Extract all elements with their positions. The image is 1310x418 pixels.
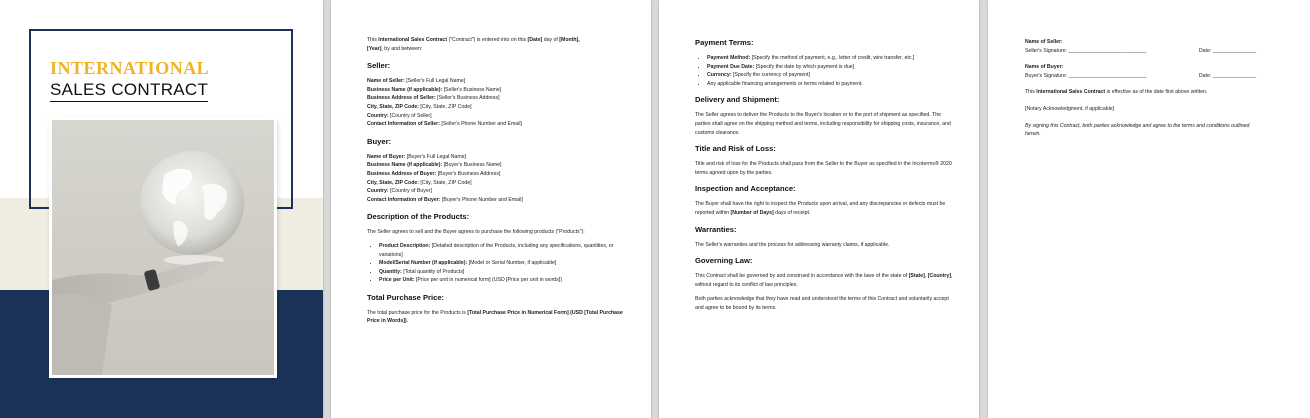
buyer-field — [367, 187, 625, 196]
item-label: Payment Due Date: — [707, 63, 755, 70]
intro-text: , by and between: — [381, 45, 423, 52]
buyer-field — [367, 196, 625, 205]
buyer-signature-row — [1025, 72, 1256, 81]
intro-date: [Date] — [527, 37, 543, 43]
products-intro: The Seller agrees to sell and the Buyer agrees to purchase the following products ("Products"): — [367, 229, 585, 236]
list-item — [379, 276, 625, 285]
field-value: [Seller's Full Legal Name] — [404, 78, 466, 85]
page-3 — [659, 0, 979, 418]
field-label: Name of Seller: — [367, 78, 405, 85]
law-part: , without regard to its conflict of law principles. — [695, 273, 953, 288]
buyer-date-line: Date: _______________ — [1198, 72, 1256, 79]
field-label: Contact Information of Seller: — [367, 121, 440, 128]
item-value: [Detailed description of the Products, including any specifications, quantities, or variations] — [379, 242, 614, 258]
field-label: Country: — [367, 112, 389, 119]
field-label: Business Address of Seller: — [367, 95, 436, 102]
item-label: Price per Unit: — [379, 277, 415, 284]
products-heading: Description of the Products: — [367, 212, 470, 222]
intro-text: This — [367, 37, 379, 43]
law-country: [Country] — [927, 273, 952, 280]
page-4 — [988, 0, 1310, 418]
field-label: Business Address of Buyer: — [367, 170, 437, 177]
acknowledgment-text: Both parties acknowledge that they have read and understood the terms of this Contract and voluntarily accept and agree to be bound by its terms. — [695, 296, 949, 311]
seller-fields — [367, 77, 625, 129]
effective-contract-name: International Sales Contract — [1036, 89, 1106, 96]
title-risk-heading: Title and Risk of Loss: — [695, 144, 776, 154]
field-value: [City, State, ZIP Code] — [418, 179, 472, 186]
effective-statement — [1025, 88, 1256, 97]
field-label: City, State, ZIP Code: — [367, 179, 419, 186]
payment-heading: Payment Terms: — [695, 38, 754, 47]
inspection-heading: Inspection and Acceptance: — [695, 184, 796, 194]
item-label: Currency: — [707, 72, 732, 79]
field-value: [Seller's Phone Number and Email] — [439, 121, 522, 128]
warranties-heading: Warranties: — [695, 224, 737, 234]
field-label: Country: — [367, 188, 389, 195]
seller-field — [367, 120, 625, 129]
law-part: , — [924, 273, 928, 280]
total-paragraph — [367, 309, 625, 326]
page-2 — [331, 0, 651, 418]
field-value: [Buyer's Business Address] — [436, 170, 501, 177]
effective-part: This — [1025, 89, 1037, 96]
field-value: [Buyer's Full Legal Name] — [405, 153, 467, 160]
item-label: Payment Method: — [707, 55, 751, 61]
delivery-text: The Seller agrees to deliver the Products to the Buyer's location or to the port of shipment as specified. The parties shall agree on the shipping method and terms, including responsibility for shipping costs, insurance, and customs clearance. — [695, 112, 951, 136]
item-value: [Price per unit in numerical form] (USD [Price per unit in words]) — [414, 277, 563, 284]
field-value: [Seller's Business Address] — [435, 95, 500, 102]
seller-signature-line: Seller's Signature: ___________________________ — [1025, 47, 1147, 54]
field-label: Name of Buyer: — [367, 153, 406, 160]
field-label: Business Name (if applicable): — [367, 86, 443, 93]
page3-content — [695, 38, 953, 313]
field-value: [Seller's Business Name] — [442, 86, 502, 93]
seller-field — [367, 77, 625, 86]
total-heading: Total Purchase Price: — [367, 292, 445, 302]
law-part: This Contract shall be governed by and construed in accordance with the laws of the state of — [695, 273, 909, 280]
intro-text: ("Contract") is entered into on this — [447, 37, 528, 43]
buyer-field — [367, 170, 625, 179]
inspection-text — [695, 200, 953, 217]
buyer-field — [367, 179, 625, 188]
notary-text: [Notary Acknowledgment, if applicable] — [1025, 105, 1115, 112]
intro-text: day of — [542, 37, 560, 43]
list-item — [379, 268, 625, 277]
intro-contract-name: International Sales Contract — [378, 37, 448, 43]
total-text: . — [406, 318, 409, 325]
seller-field — [367, 86, 625, 95]
seller-heading: Seller: — [367, 61, 391, 71]
inspection-part: The Buyer shall have the right to inspect the Products upon arrival, and any discrepancies or defects must be reported within — [695, 201, 946, 216]
buyer-field — [367, 153, 625, 162]
intro-paragraph — [367, 36, 625, 53]
field-value: [City, State, ZIP Code] — [418, 103, 472, 110]
seller-date-line: Date: _______________ — [1198, 47, 1256, 54]
field-label: City, State, ZIP Code: — [367, 103, 419, 110]
field-label: Contact Information of Buyer: — [367, 196, 441, 203]
list-item — [707, 54, 953, 63]
title-risk-text: Title and risk of loss for the Products shall pass from the Seller to the Buyer as specified in the Incoterms® 2020 terms agreed upon by the parties. — [695, 161, 952, 176]
field-value: [Country of Buyer] — [388, 188, 432, 195]
item-value: [Total quantity of Products] — [401, 268, 465, 275]
products-list — [367, 242, 625, 285]
field-label: Business Name (if applicable): — [367, 162, 443, 169]
buyer-name-label: Name of Buyer: — [1025, 64, 1064, 71]
seller-field — [367, 103, 625, 112]
warranties-text: The Seller's warranties and the process for addressing warranty claims, if applicable. — [695, 241, 890, 248]
seller-name-label: Name of Seller: — [1025, 39, 1063, 45]
list-item — [379, 259, 625, 268]
field-value: [Buyer's Phone Number and Email] — [440, 196, 523, 203]
intro-year: [Year] — [367, 45, 382, 52]
seller-field — [367, 112, 625, 121]
item-value: [Specify the currency of payment] — [731, 72, 810, 79]
item-label: Quantity: — [379, 268, 402, 275]
list-item — [707, 80, 953, 89]
governing-law-heading: Governing Law: — [695, 256, 753, 266]
list-item — [707, 63, 953, 72]
payment-list — [695, 54, 953, 88]
field-value: [Country of Seller] — [388, 112, 432, 119]
photo-illustration — [52, 120, 274, 375]
effective-part: is effective as of the date first above written. — [1105, 89, 1208, 96]
closing-statement: By signing this Contract, both parties acknowledge and agree to the terms and conditions outlined herein. — [1025, 122, 1250, 138]
cover-title-line2: SALES CONTRACT — [50, 80, 208, 102]
field-value: [Buyer's Business Name] — [442, 162, 502, 169]
cover-title-line1: INTERNATIONAL — [50, 58, 210, 78]
intro-month: [Month], — [559, 37, 580, 43]
page4-content — [1025, 38, 1256, 139]
inspection-days: [Number of Days] — [730, 209, 774, 216]
buyer-heading: Buyer: — [367, 136, 392, 146]
delivery-heading: Delivery and Shipment: — [695, 95, 780, 105]
total-text: The total purchase price for the Products is — [367, 309, 468, 316]
globe-in-hand-image — [52, 120, 274, 375]
seller-signature-row — [1025, 47, 1256, 56]
seller-field — [367, 94, 625, 103]
governing-law-text — [695, 272, 953, 289]
item-label: Product Description: — [379, 242, 431, 249]
buyer-signature-line: Buyer's Signature: ___________________________ — [1025, 72, 1147, 79]
buyer-fields — [367, 153, 625, 205]
list-item — [707, 71, 953, 80]
buyer-field — [367, 161, 625, 170]
item-value: [Specify the method of payment, e.g., letter of credit, wire transfer, etc.] — [750, 55, 915, 61]
cover-page — [0, 0, 323, 418]
inspection-part: days of receipt. — [773, 209, 811, 216]
total-amount: [Total Purchase Price in Numerical Form] (USD [Total Purchase Price in Words]) — [367, 309, 623, 325]
page2-content — [367, 36, 625, 326]
list-item — [379, 242, 625, 259]
item-value: Any applicable financing arrangements or terms related to payment. — [707, 80, 863, 87]
law-state: [State] — [908, 273, 925, 280]
item-value: [Model or Serial Number, if applicable] — [467, 260, 557, 267]
item-value: [Specify the date by which payment is due] — [754, 63, 855, 70]
item-label: Model/Serial Number (if applicable): — [379, 260, 468, 267]
